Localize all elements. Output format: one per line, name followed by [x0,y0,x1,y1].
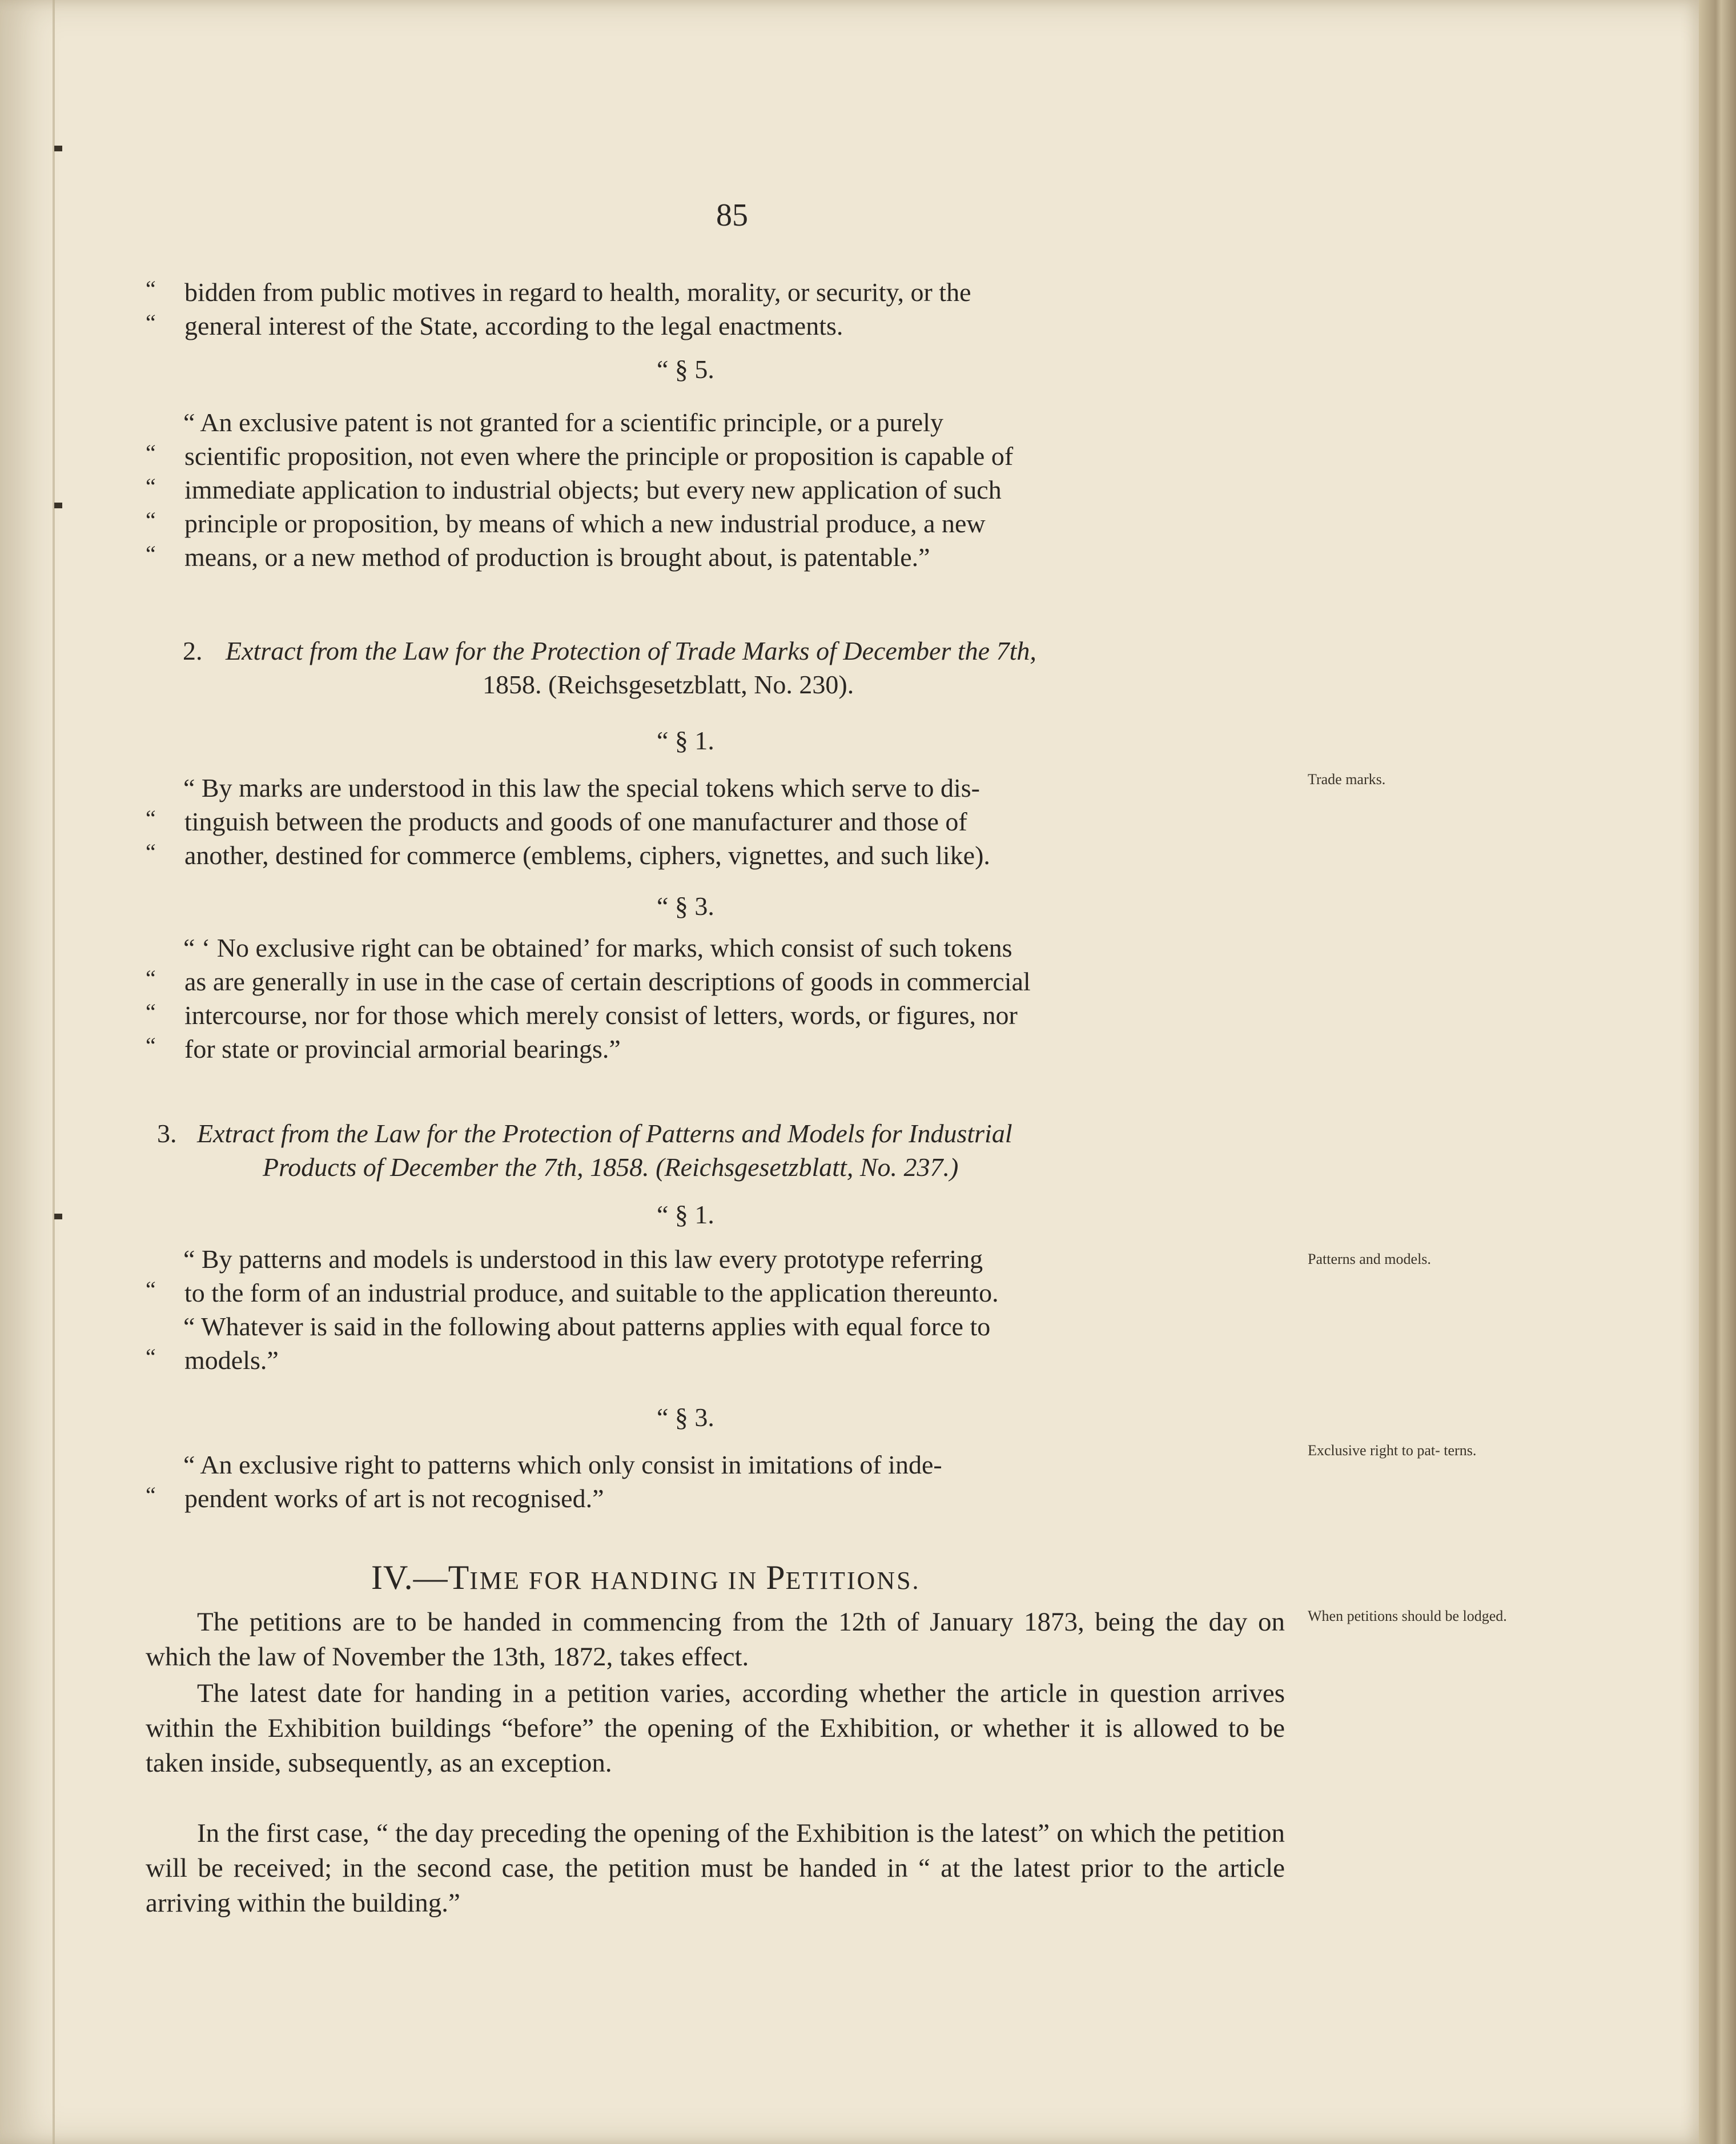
quote-mark: “ [146,541,156,567]
text-line: for state or provincial armorial bearings.” [184,1034,621,1063]
paragraph: The petitions are to be handed in commencing from the 12th of January 1873, being the day on which the law of November the 13th, 1872, takes effect. [146,1607,1285,1672]
text-line: to the form of an industrial produce, and suitable to the application thereunto. [184,1278,999,1307]
quote-mark: “ [146,965,156,991]
quote-block-c [146,771,1293,872]
section-heading: “ § 1. [657,1200,714,1229]
section-heading: “ § 3. [657,1403,714,1432]
section-title-part: IV.—T [371,1559,470,1596]
text-line: intercourse, nor for those which merely consist of letters, words, or figures, nor [184,1001,1018,1030]
heading-text: Extract from the Law for the Protection of Trade Marks of December the 7th, [226,636,1036,665]
text-line: bidden from public motives in regard to health, morality, or security, or the [184,278,971,307]
text-line: “ An exclusive patent is not granted for a scientific principle, or a purely [183,408,943,437]
quote-mark: “ [146,805,156,831]
text-line: tinguish between the products and goods of one manufacturer and those of [184,807,967,836]
section-title-part: P [766,1559,786,1596]
quote-mark: “ [146,1482,156,1508]
section-title [371,1558,921,1597]
quote-mark: “ [146,473,156,499]
section-title-part: IME FOR HANDING IN [469,1567,766,1595]
margin-note: Patterns and models. [1308,1251,1431,1267]
gutter-line [53,0,55,2144]
margin-note: Trade marks. [1308,771,1386,788]
heading-text: Extract from the Law for the Protection of Patterns and Models for Industrial [197,1119,1012,1148]
text-line: “ ‘ No exclusive right can be obtained’ for marks, which consist of such tokens [183,933,1012,962]
section-heading: “ § 3. [657,892,714,921]
quote-mark: “ [146,1344,156,1370]
text-line: principle or proposition, by means of which a new industrial produce, a new [184,509,986,538]
text-line: general interest of the State, according to the legal enactments. [184,311,843,340]
text-line: scientific proposition, not even where the principle or proposition is capable of [184,441,1014,471]
margin-note: Exclusive right to pat- terns. [1308,1442,1477,1459]
page-edge [1699,0,1736,2144]
text-line: “ By patterns and models is understood in this law every prototype referring [183,1244,983,1274]
margin-note: When petitions should be lodged. [1308,1608,1507,1624]
text-line: “ By marks are understood in this law the special tokens which serve to dis- [183,773,980,802]
text-line: pendent works of art is not recognised.” [184,1484,604,1513]
quote-mark: “ [146,440,156,465]
extract-heading-3 [146,1117,1293,1184]
quote-mark: “ [146,276,156,302]
quote-block-a [146,275,1293,343]
heading-text: Products of December the 7th, 1858. (Reichsgesetzblatt, No. 237.) [263,1153,959,1182]
text-line: as are generally in use in the case of certain descriptions of goods in commercial [184,967,1031,996]
quote-mark: “ [146,310,156,335]
binding-mark [54,1214,62,1219]
section-title-part: ETITIONS. [785,1567,921,1595]
extract-heading-2 [146,634,1293,701]
binding-mark [54,146,62,151]
text-line: “ Whatever is said in the following about patterns applies with equal force to [183,1312,991,1341]
section-heading: “ § 5. [657,355,714,384]
heading-number: 3. [157,1119,177,1148]
paragraph: The latest date for handing in a petition varies, according whether the article in question arrives within the Exhibition buildings “before” the opening of the Exhibition, or whether it is allowed to be taken inside, subsequently, as an exception. [146,1679,1285,1778]
quote-block-f [146,1448,1293,1515]
binding-mark [54,503,62,508]
heading-text: 1858. (Reichsgesetzblatt, No. 230). [483,670,854,699]
quote-mark: “ [146,1276,156,1302]
quote-block-d [146,931,1293,1066]
quote-block-b [146,405,1293,574]
quote-mark: “ [146,999,156,1025]
text-line: means, or a new method of production is brought about, is patentable.” [184,543,930,572]
quote-mark: “ [146,1033,156,1058]
paragraph: In the first case, “ the day preceding the opening of the Exhibition is the latest” on which the petition will be received; in the second case, the petition must be handed in “ at the latest prior to the article arriving within the building.” [146,1818,1285,1918]
text-line: immediate application to industrial objects; but every new application of such [184,475,1002,504]
section-heading: “ § 1. [657,726,714,755]
text-line: models.” [184,1346,279,1375]
quote-mark: “ [146,839,156,865]
text-line: “ An exclusive right to patterns which only consist in imitations of inde- [183,1450,942,1479]
page-number: 85 [716,198,748,233]
quote-block-e [146,1242,1293,1377]
text-line: another, destined for commerce (emblems, ciphers, vignettes, and such like). [184,841,990,870]
quote-mark: “ [146,507,156,533]
heading-number: 2. [183,636,203,665]
